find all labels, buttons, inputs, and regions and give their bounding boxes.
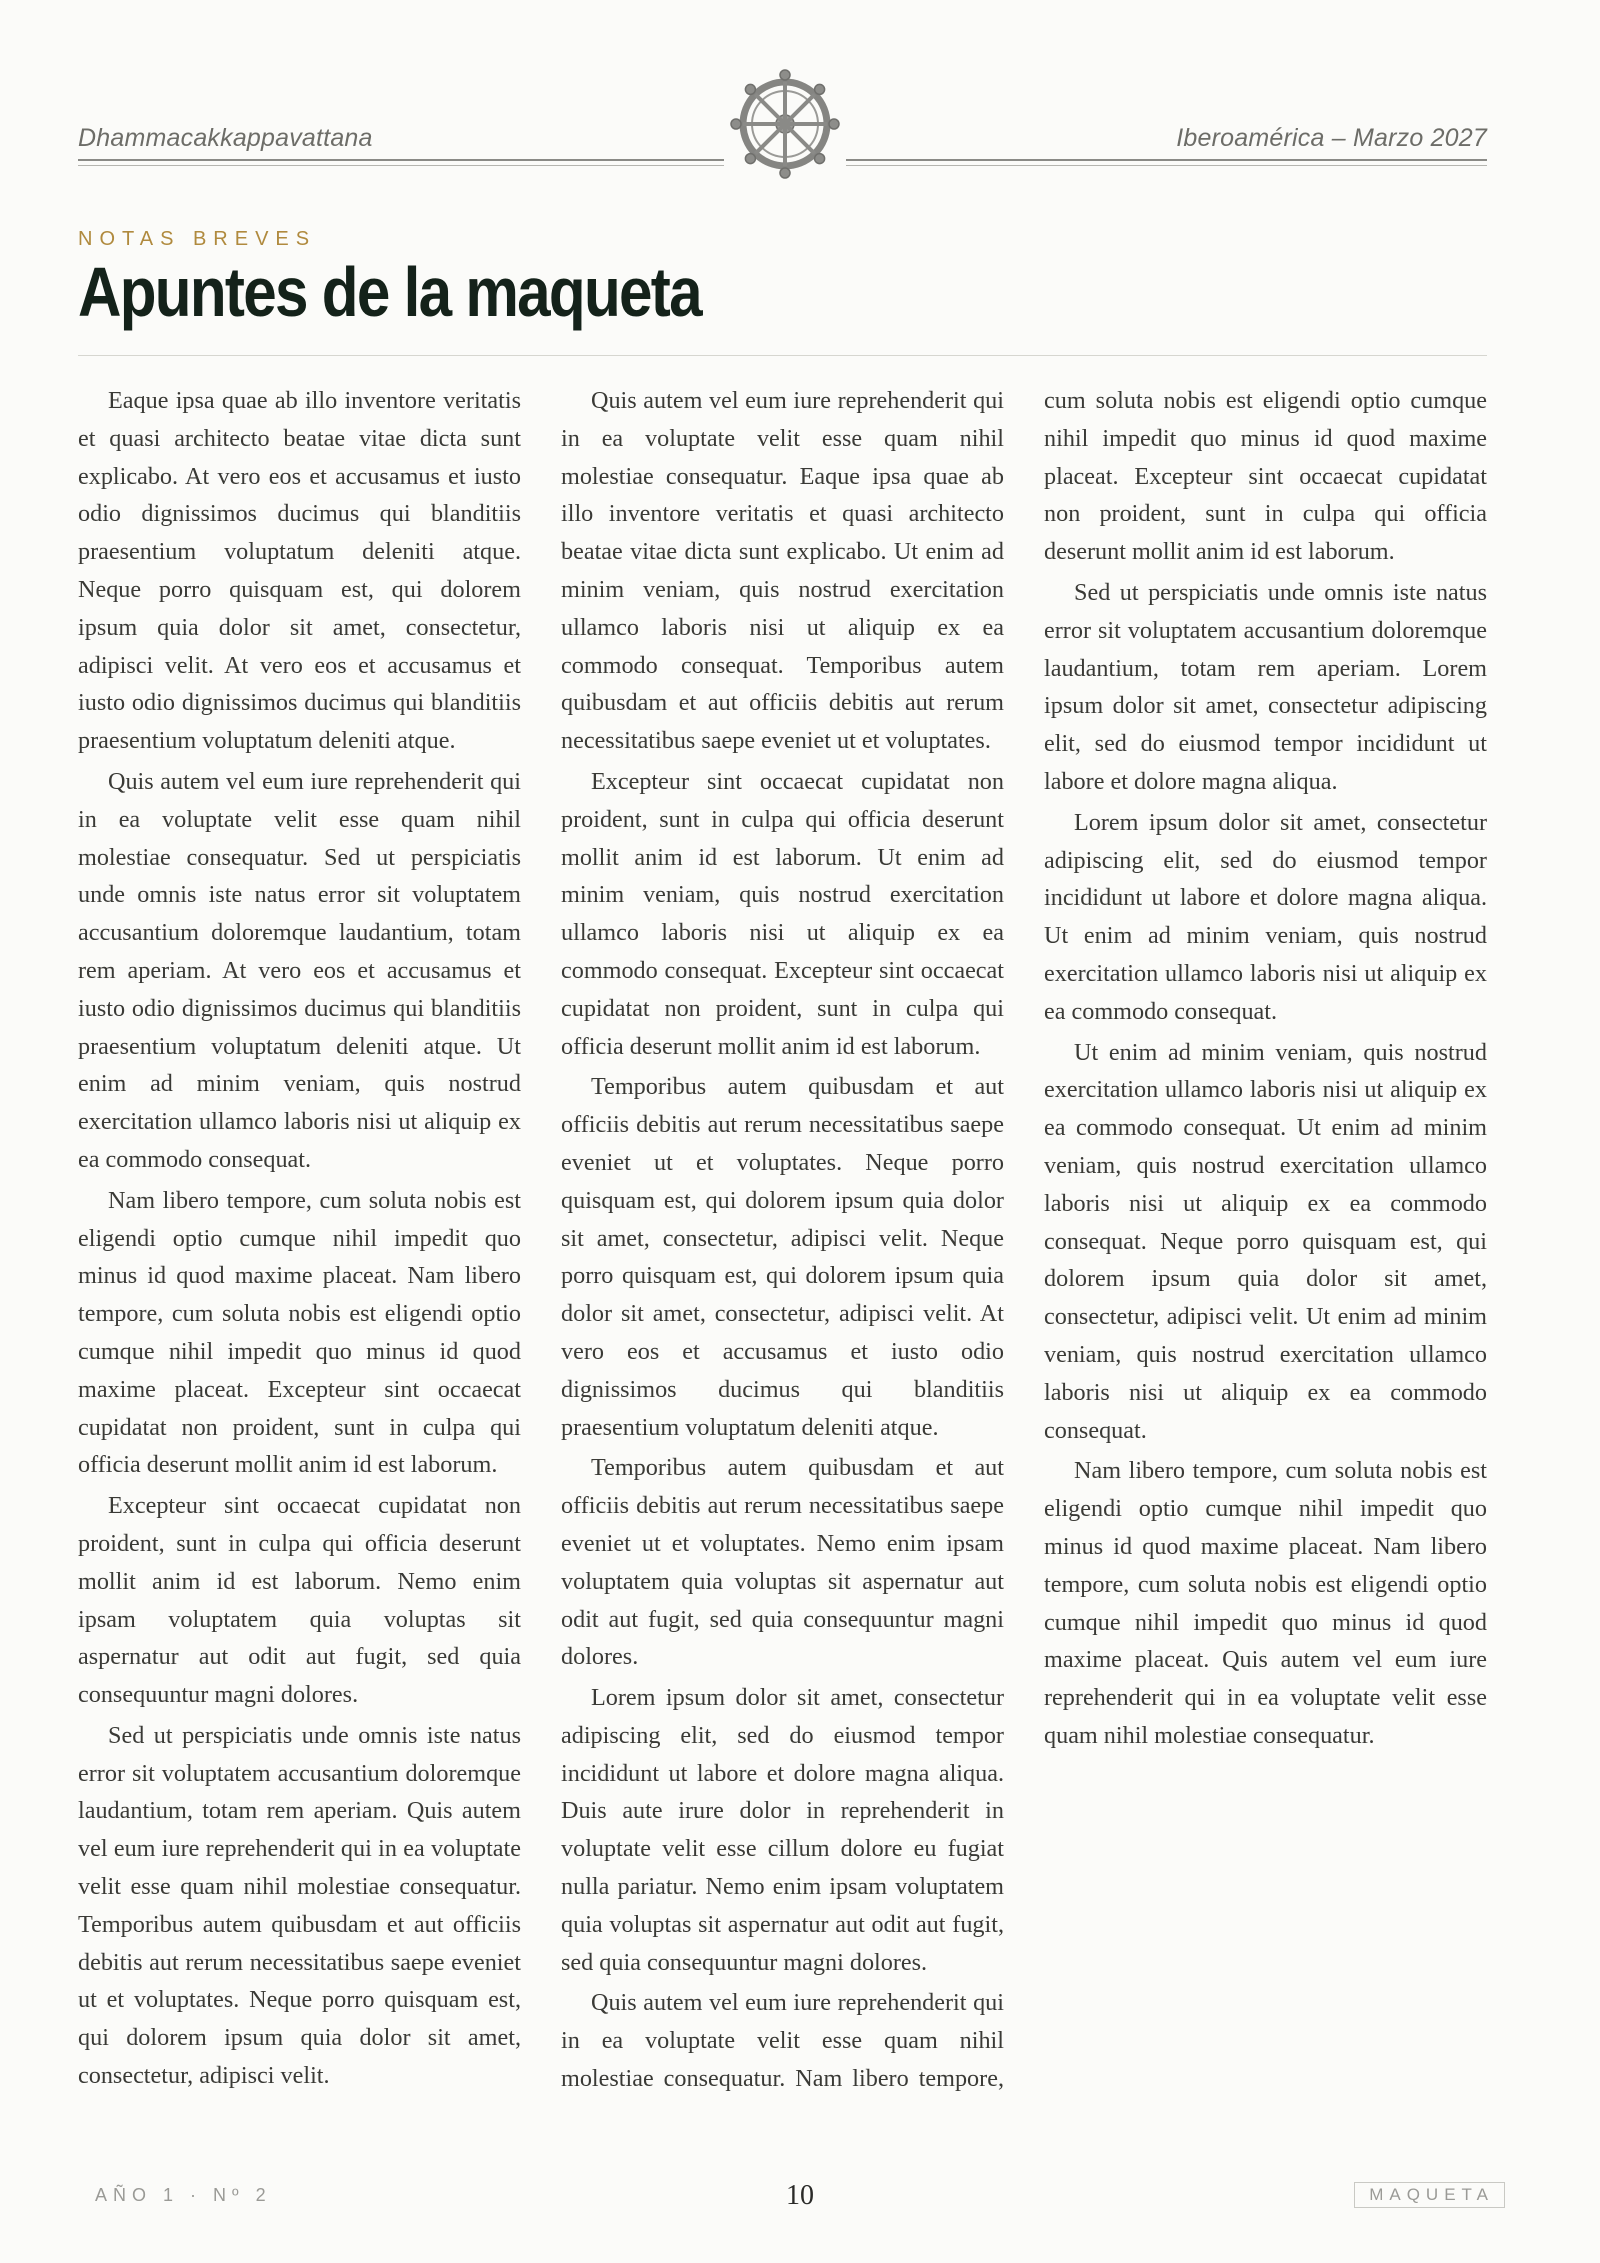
article-columns (78, 382, 1487, 2130)
footer-issue: AÑO 1 · Nº 2 (95, 2185, 272, 2205)
page-number: 10 (786, 2180, 814, 2211)
section-kicker: NOTAS BREVES (78, 228, 317, 250)
body-paragraph: Sed ut perspiciatis unde omnis iste natus error sit voluptatem accusantium doloremque laudantium, totam rem aperiam. Lorem ipsum dolor sit amet, consectetur adipiscing elit, sed do eiusmod tempor incididunt ut labore et dolore magna aliqua. (1044, 578, 1487, 795)
body-paragraph: Eaque ipsa quae ab illo inventore veritatis et quasi architecto beatae vitae dicta sunt explicabo. At vero eos et accusamus et iusto odio dignissimos ducimus qui blanditiis praesentium voluptatum deleniti atque. Neque porro quisquam est, qui dolorem ipsum quia dolor sit amet, consectetur, adipisci velit. At vero eos et accusamus et iusto odio dignissimos ducimus qui blanditiis praesentium voluptatum deleniti atque. (78, 387, 521, 755)
header-publication-name: Dhammacakkappavattana (78, 124, 373, 152)
body-paragraph: Lorem ipsum dolor sit amet, consectetur adipiscing elit, sed do eiusmod tempor incididunt ut labore et dolore magna aliqua. Ut enim ad minim veniam, quis nostrud exercitation ullamco laboris nisi ut aliquip ex ea commodo consequat. (1044, 808, 1487, 1025)
body-paragraph: Ut enim ad minim veniam, quis nostrud exercitation ullamco laboris nisi ut aliquip ex ea commodo consequat. Ut enim ad minim veniam, quis nostrud exercitation ullamco laboris nisi ut aliquip ex ea commodo consequat. Neque porro quisquam est, qui dolorem ipsum quia dolor sit amet, consectetur, adipisci velit. Ut enim ad minim veniam, quis nostrud exercitation ullamco laboris nisi ut aliquip ex ea commodo consequat. (1044, 1038, 1487, 1444)
title-divider (78, 355, 1487, 356)
body-paragraph: Quis autem vel eum iure reprehenderit qui in ea voluptate velit esse quam nihil molestiae consequatur. Sed ut perspiciatis unde omnis iste natus error sit voluptatem accusantium doloremque laudantium, totam rem aperiam. At vero eos et accusamus et iusto odio dignissimos ducimus qui blanditiis praesentium voluptatum deleniti atque. Ut enim ad minim veniam, quis nostrud exercitation ullamco laboris nisi ut aliquip ex ea commodo consequat. (78, 767, 521, 1173)
body-paragraph: Excepteur sint occaecat cupidatat non proident, sunt in culpa qui officia deserunt mollit anim id est laborum. Nemo enim ipsam voluptatem quia voluptas sit aspernatur aut odit aut fugit, sed quia consequuntur magni dolores. (78, 1492, 521, 1709)
body-paragraph: Temporibus autem quibusdam et aut officiis debitis aut rerum necessitatibus saepe eveniet ut et voluptates. Neque porro quisquam est, qui dolorem ipsum quia dolor sit amet, consectetur, adipisci velit. Neque porro quisquam est, qui dolorem ipsum quia dolor sit amet, consectetur, adipisci velit. At vero eos et accusamus et iusto odio dignissimos ducimus qui blanditiis praesentium voluptatum deleniti atque. (561, 1073, 1004, 1441)
article-title: Apuntes de la maqueta (78, 253, 701, 331)
draft-badge: MAQUETA (1354, 2182, 1505, 2208)
body-paragraph: Temporibus autem quibusdam et aut officiis debitis aut rerum necessitatibus saepe eveniet ut et voluptates. Nemo enim ipsam voluptatem quia voluptas sit aspernatur aut odit aut fugit, sed quia consequuntur magni dolores. (561, 1454, 1004, 1671)
body-paragraph: Quis autem vel eum iure reprehenderit qui in ea voluptate velit esse quam nihil molestiae consequatur. Eaque ipsa quae ab illo inventore veritatis et quasi architecto beatae vitae dicta sunt explicabo. Ut enim ad minim veniam, quis nostrud exercitation ullamco laboris nisi ut aliquip ex ea commodo consequat. Temporibus autem quibusdam et aut officiis debitis aut rerum necessitatibus saepe eveniet ut et voluptates. (561, 387, 1004, 755)
body-paragraph: Lorem ipsum dolor sit amet, consectetur adipiscing elit, sed do eiusmod tempor incididunt ut labore et dolore magna aliqua. Duis aute irure dolor in reprehenderit in voluptate velit esse cillum dolore eu fugiat nulla pariatur. Nemo enim ipsam voluptatem quia voluptas sit aspernatur aut odit aut fugit, sed quia consequuntur magni dolores. (561, 1684, 1004, 1976)
running-header (78, 66, 1487, 166)
header-edition-date: Iberoamérica – Marzo 2027 (1176, 124, 1487, 152)
body-paragraph: Sed ut perspiciatis unde omnis iste natus error sit voluptatem accusantium doloremque laudantium, totam rem aperiam. Quis autem vel eum iure reprehenderit qui in ea voluptate velit esse quam nihil molestiae consequatur. Temporibus autem quibusdam et aut officiis debitis aut rerum necessitatibus saepe eveniet ut et voluptates. Neque porro quisquam est, qui dolorem ipsum quia dolor sit amet, consectetur, adipisci velit. (78, 1721, 521, 2090)
body-paragraph: Quis autem vel eum iure reprehenderit qui in ea voluptate velit esse quam nihil molestiae consequatur. Nam libero tempore, cum soluta nobis est eligendi optio cumque nihil impedit quo minus id quod maxime placeat. Excepteur sint occaecat cupidatat non proident, sunt in culpa qui officia deserunt mollit anim id est laborum. (561, 387, 1487, 2093)
body-paragraph: Nam libero tempore, cum soluta nobis est eligendi optio cumque nihil impedit quo minus id quod maxime placeat. Nam libero tempore, cum soluta nobis est eligendi optio cumque nihil impedit quo minus id quod maxime placeat. Excepteur sint occaecat cupidatat non proident, sunt in culpa qui officia deserunt mollit anim id est laborum. (78, 1186, 521, 1479)
article-body (78, 382, 1487, 2130)
body-paragraph: Nam libero tempore, cum soluta nobis est eligendi optio cumque nihil impedit quo minus id quod maxime placeat. Nam libero tempore, cum soluta nobis est eligendi optio cumque nihil impedit quo minus id quod maxime placeat. Quis autem vel eum iure reprehenderit qui in ea voluptate velit esse quam nihil molestiae consequatur. (1044, 1457, 1487, 1749)
body-paragraph: Excepteur sint occaecat cupidatat non proident, sunt in culpa qui officia deserunt mollit anim id est laborum. Ut enim ad minim veniam, quis nostrud exercitation ullamco laboris nisi ut aliquip ex ea commodo consequat. Excepteur sint occaecat cupidatat non proident, sunt in culpa qui officia deserunt mollit anim id est laborum. (561, 767, 1004, 1060)
dharma-wheel-icon (724, 66, 846, 182)
